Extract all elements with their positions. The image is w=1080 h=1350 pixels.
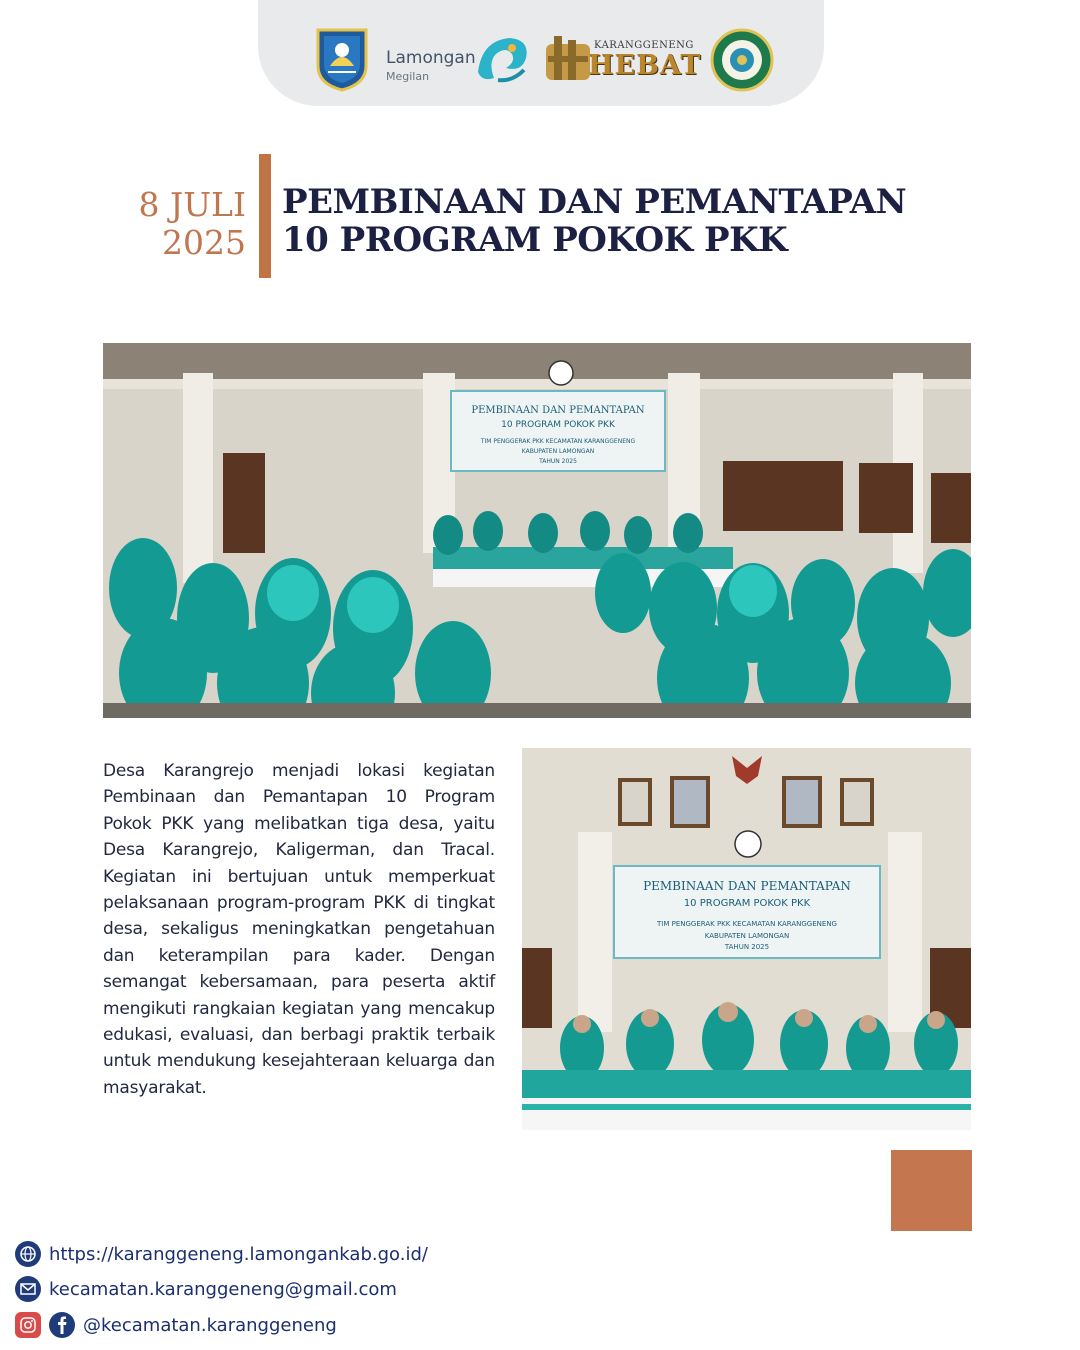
banner-year-text: TAHUN 2025	[539, 458, 577, 465]
globe-icon	[15, 1241, 41, 1267]
article-body: Desa Karangrejo menjadi lokasi kegiatan Pembinaan dan Pemantapan 10 Program Pokok PKK yang melibatkan tiga desa, yaitu Desa Karangrejo, Kaligerman, dan Tracal. Kegiatan ini bertujuan untuk memperkuat pelaksanaan program-program PKK di tingkat desa, sekaligus meningkatkan pengetahuan dan keterampilan para kader. Dengan semangat kebersamaan, para peserta aktif mengikuti rangkaian kegiatan yang mencakup edukasi, evaluasi, dan berbagi praktik terbaik untuk mendukung kesejahteraan keluarga dan masyarakat.	[103, 761, 495, 1098]
lamongan-logo-subtext: Megilan	[386, 70, 430, 83]
event-date-year: 2025	[162, 223, 246, 262]
event-date-day-month: 8 JULI	[138, 185, 246, 224]
event-photo-audience	[103, 343, 971, 718]
banner-subtitle-text-2: 10 PROGRAM POKOK PKK	[683, 898, 811, 909]
contact-email[interactable]	[15, 1276, 397, 1302]
email-link[interactable]: kecamatan.karanggeneng@gmail.com	[49, 1278, 397, 1300]
instagram-icon[interactable]	[15, 1312, 41, 1338]
banner-org-text: TIM PENGGERAK PKK KECAMATAN KARANGGENENG	[480, 438, 636, 445]
hebat-logo-top-text: KARANGGENENG	[594, 40, 694, 51]
banner-title-text-2: PEMBINAAN DAN PEMANTAPAN	[643, 879, 851, 893]
karanggeneng-hebat-logo	[544, 30, 702, 88]
social-handle[interactable]: @kecamatan.karanggeneng	[83, 1314, 337, 1336]
banner-subtitle-text: 10 PROGRAM POKOK PKK	[501, 420, 615, 430]
website-link[interactable]: https://karanggeneng.lamongankab.go.id/	[49, 1243, 428, 1265]
banner-org-text-2: TIM PENGGERAK PKK KECAMATAN KARANGGENENG	[657, 920, 837, 928]
contact-social[interactable]	[15, 1312, 337, 1338]
event-photo-head-table	[522, 748, 971, 1130]
article-title: PEMBINAAN DAN PEMANTAPAN 10 PROGRAM POKOK PKK	[282, 182, 907, 260]
banner-title-text: PEMBINAAN DAN PEMANTAPAN	[471, 405, 645, 416]
regency-emblem-logo	[314, 26, 370, 92]
lamongan-megilan-logo	[386, 30, 532, 86]
banner-region-text-2: KABUPATEN LAMONGAN	[704, 932, 790, 940]
facebook-icon[interactable]	[49, 1312, 75, 1338]
hebat-logo-main-text: HEBAT	[588, 50, 702, 81]
event-date	[110, 186, 246, 262]
mail-icon	[15, 1276, 41, 1302]
contact-website[interactable]	[15, 1241, 428, 1267]
lamongan-logo-text: Lamongan	[386, 48, 476, 68]
banner-region-text: KABUPATEN LAMONGAN	[521, 448, 595, 455]
decorative-square	[891, 1150, 972, 1231]
district-seal-logo	[710, 28, 774, 92]
title-accent-bar	[259, 154, 271, 278]
banner-year-text-2: TAHUN 2025	[724, 943, 770, 951]
